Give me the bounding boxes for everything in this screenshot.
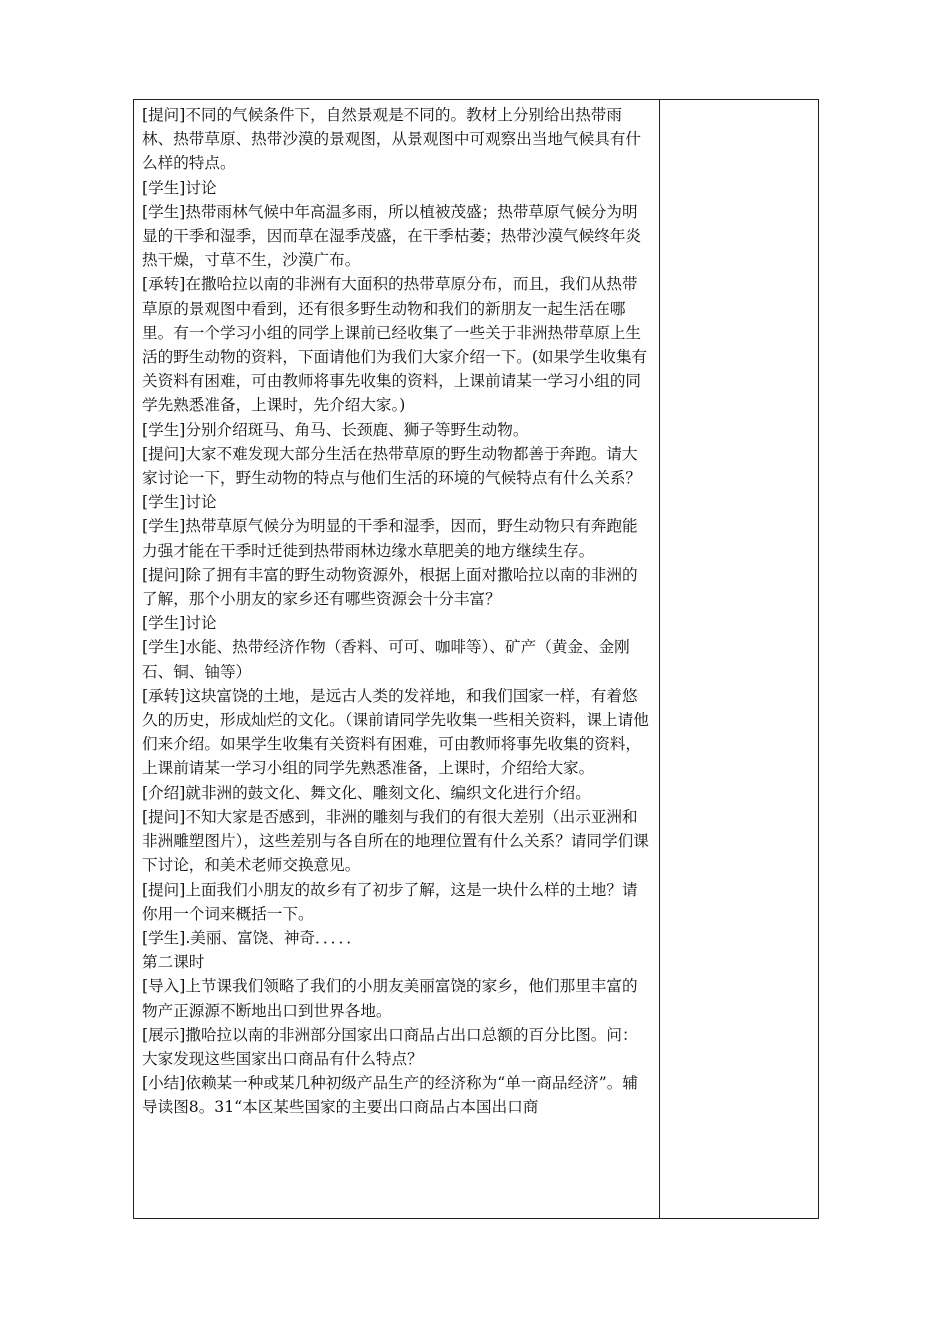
paragraph-19: [展示]撒哈拉以南的非洲部分国家出口商品占出口总额的百分比图。问：大家发现这些国家出口商品有什么特点？ bbox=[142, 1025, 638, 1068]
paragraph-3: [学生]热带雨林气候中年高温多雨，所以植被茂盛；热带草原气候分为明显的干季和湿季，因而草在湿季茂盛，在干季枯萎；热带沙漠气候终年炎热干燥，寸草不生，沙漠广布。 bbox=[142, 202, 642, 270]
paragraph-1: [提问]不同的气候条件下，自然景观是不同的。教材上分别给出热带雨林、热带草原、热带沙漠的景观图，从景观图中可观察出当地气候具有什么样的特点。 bbox=[142, 106, 642, 173]
lesson-content-cell bbox=[134, 100, 660, 1218]
paragraph-10: [学生]讨论 bbox=[142, 614, 217, 633]
paragraph-11: [学生]水能、热带经济作物（香料、可可、咖啡等）、矿产（黄金、金刚石、铜、铀等） bbox=[142, 638, 630, 681]
paragraph-5: [学生]分别介绍斑马、角马、长颈鹿、狮子等野生动物。 bbox=[142, 420, 529, 439]
section-heading-second-lesson: 第二课时 bbox=[142, 953, 205, 972]
paragraph-7: [学生]讨论 bbox=[142, 493, 217, 512]
paragraph-9: [提问]除了拥有丰富的野生动物资源外，根据上面对撒哈拉以南的非洲的了解，那个小朋友的家乡还有哪些资源会十分丰富？ bbox=[142, 565, 638, 609]
paragraph-13: [介绍]就非洲的鼓文化、舞文化、雕刻文化、编织文化进行介绍。 bbox=[142, 783, 591, 802]
paragraph-16: [学生].美丽、富饶、神奇．．．．． bbox=[142, 928, 362, 947]
paragraph-12: [承转]这块富饶的土地，是远古人类的发祥地，和我们国家一样，有着悠久的历史，形成灿烂的文化。（课前请同学先收集一些相关资料，课上请他们来介绍。如果学生收集有关资料有困难，可由教师将事先收集的资料，上课前请某一学习小组的同学先熟悉准备，上课时，介绍给大家。 bbox=[142, 686, 649, 778]
paragraph-4: [承转]在撒哈拉以南的非洲有大面积的热带草原分布，而且，我们从热带草原的景观图中看到，还有很多野生动物和我们的新朋友一起生活在哪里。有一个学习小组的同学上课前已经收集了一些关于非洲热带草原上生活的野生动物的资料，下面请他们为我们大家介绍一下。(如果学生收集有关资料有困难，可由教师将事先收集的资料，上课前请某一学习小组的同学先熟悉准备，上课时，先介绍大家。) bbox=[142, 275, 648, 415]
paragraph-14: [提问]不知大家是否感到，非洲的雕刻与我们的有很大差别（出示亚洲和非洲雕塑图片），这些差别与各自所在的地理位置有什么关系？请同学们课下讨论，和美术老师交换意见。 bbox=[142, 807, 649, 875]
paragraph-6: [提问]大家不难发现大部分生活在热带草原的野生动物都善于奔跑。请大家讨论一下，野生动物的特点与他们生活的环境的气候特点有什么关系？ bbox=[142, 444, 642, 488]
notes-cell bbox=[660, 100, 818, 1218]
paragraph-18: [导入]上节课我们领略了我们的小朋友美丽富饶的家乡，他们那里丰富的物产正源源不断地出口到世界各地。 bbox=[142, 977, 638, 1020]
paragraph-2: [学生]讨论 bbox=[142, 178, 217, 197]
paragraph-20: [小结]依赖某一种或某几种初级产品生产的经济称为“单一商品经济”。辅导读图8。31“本区某些国家的主要出口商品占本国出口商 bbox=[142, 1074, 638, 1117]
paragraph-15: [提问]上面我们小朋友的故乡有了初步了解，这是一块什么样的土地？请你用一个词来概括一下。 bbox=[142, 880, 638, 923]
lesson-table bbox=[133, 99, 819, 1219]
paragraph-8: [学生]热带草原气候分为明显的干季和湿季，因而，野生动物只有奔跑能力强才能在干季时迁徙到热带雨林边缘水草肥美的地方继续生存。 bbox=[142, 517, 638, 560]
